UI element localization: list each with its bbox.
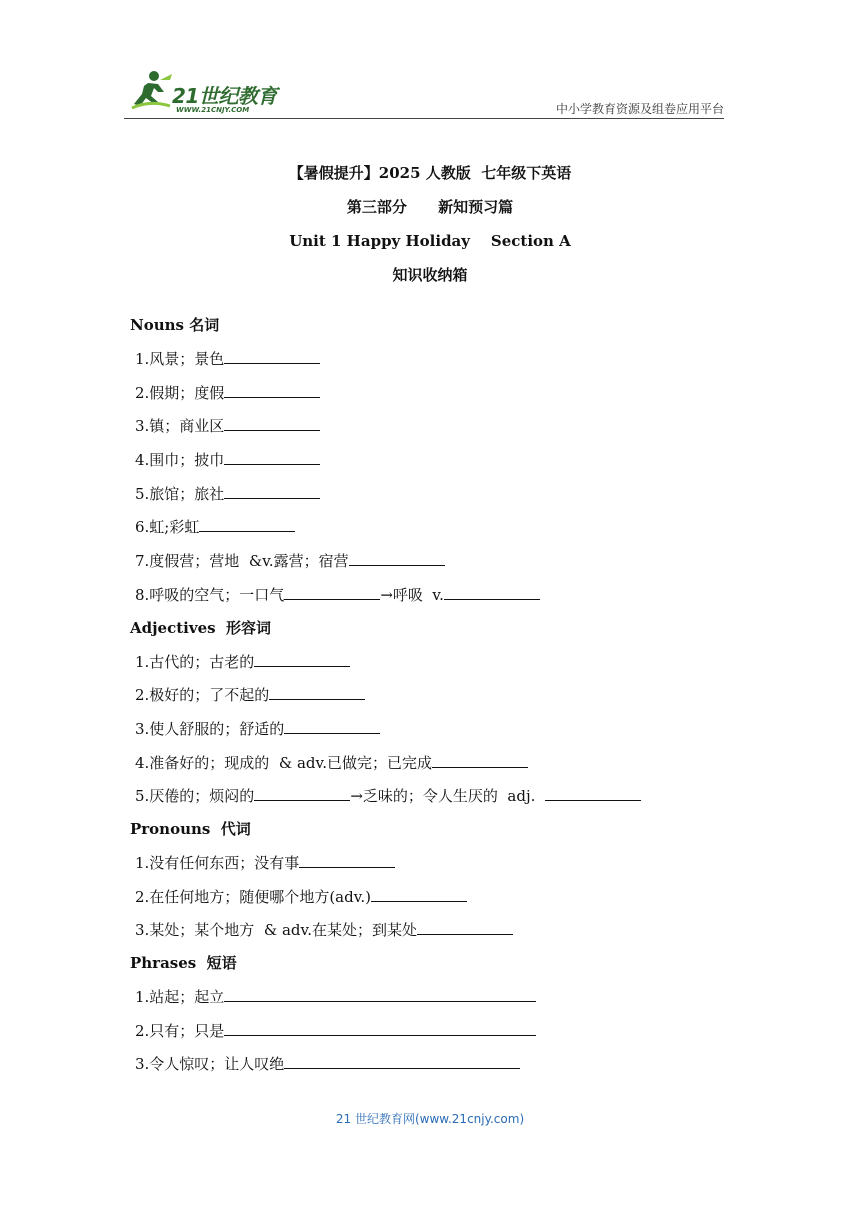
- answer-blank[interactable]: [224, 1017, 536, 1036]
- answer-blank[interactable]: [224, 480, 320, 499]
- item-text: 1.风景；景色: [135, 350, 225, 368]
- phrases-item: [130, 983, 750, 1017]
- item-text: 6.虹;彩虹: [135, 518, 200, 537]
- adjectives-item: [130, 715, 750, 749]
- item-text-2: →呼吸 v.: [380, 585, 444, 604]
- item-text: 4.准备好的；现成的 & adv.已做完；已完成: [135, 753, 432, 772]
- logo-text: 21世纪教育: [172, 84, 277, 108]
- answer-blank[interactable]: [417, 916, 513, 935]
- answer-blank[interactable]: [349, 547, 445, 566]
- item-text: 3.某处；某个地方 & adv.在某处；到某处: [135, 921, 417, 940]
- item-text: 2.假期；度假: [135, 383, 225, 402]
- nouns-item: [130, 345, 750, 379]
- item-text-2: →乏味的；令人生厌的 adj.: [350, 787, 545, 806]
- adjectives-item: [130, 749, 750, 783]
- pronouns-item: [130, 849, 750, 883]
- item-text: 1.没有任何东西；没有事: [135, 853, 300, 872]
- item-text: 2.极好的；了不起的: [135, 686, 270, 705]
- nouns-item: [130, 480, 750, 514]
- item-text: 2.在任何地方；随便哪个地方(adv.): [135, 887, 372, 906]
- item-text: 8.呼吸的空气；一口气: [135, 585, 285, 604]
- item-text: 5.旅馆；旅社: [135, 484, 225, 503]
- item-text: 4.围巾；披巾: [135, 451, 225, 470]
- answer-blank[interactable]: [432, 749, 528, 768]
- answer-blank[interactable]: [254, 648, 350, 667]
- box-title: 知识收纳箱: [392, 266, 468, 284]
- phrases-heading: Phrases 短语: [130, 954, 237, 972]
- item-text: 5.厌倦的；烦闷的: [135, 787, 255, 806]
- answer-blank[interactable]: [545, 782, 641, 801]
- item-text: 3.镇；商业区: [135, 417, 225, 436]
- header-divider: [124, 118, 724, 119]
- platform-name: 中小学教育资源及组卷应用平台: [555, 102, 724, 116]
- answer-blank[interactable]: [284, 1050, 520, 1069]
- item-text: 2.只有；只是: [135, 1021, 225, 1040]
- phrases-item: [130, 1017, 750, 1051]
- doc-title: 【暑假提升】2025 人教版 七年级下英语: [288, 164, 572, 182]
- nouns-item: [130, 581, 750, 615]
- answer-blank[interactable]: [284, 715, 380, 734]
- answer-blank[interactable]: [224, 379, 320, 398]
- answer-blank[interactable]: [371, 883, 467, 902]
- adjectives-item: [130, 782, 750, 816]
- worksheet-content: [130, 312, 750, 1084]
- answer-blank[interactable]: [284, 581, 380, 600]
- nouns-item: [130, 379, 750, 413]
- answer-blank[interactable]: [224, 983, 536, 1002]
- answer-blank[interactable]: [299, 849, 395, 868]
- pronouns-item: [130, 883, 750, 917]
- item-text: 1.古代的；古老的: [135, 652, 255, 671]
- nouns-item: [130, 547, 750, 581]
- runner-logo-icon: [124, 70, 174, 114]
- adjectives-heading: Adjectives 形容词: [130, 618, 272, 637]
- answer-blank[interactable]: [444, 581, 540, 600]
- part-title: 第三部分 新知预习篇: [346, 198, 514, 216]
- item-text: 1.站起；起立: [135, 988, 225, 1006]
- pronouns-heading: Pronouns 代词: [130, 819, 251, 838]
- unit-title: Unit 1 Happy Holiday Section A: [289, 232, 571, 250]
- nouns-item: [130, 412, 750, 446]
- phrases-item: [130, 1050, 750, 1084]
- adjectives-item: [130, 648, 750, 682]
- answer-blank[interactable]: [224, 345, 320, 364]
- nouns-heading: Nouns 名词: [130, 316, 220, 334]
- nouns-item: [130, 446, 750, 480]
- item-text: 7.度假营；营地 &v.露营；宿营: [135, 552, 349, 571]
- answer-blank[interactable]: [224, 446, 320, 465]
- title-block: [0, 160, 860, 296]
- answer-blank[interactable]: [254, 782, 350, 801]
- page-header: [124, 66, 724, 120]
- item-text: 3.使人舒服的；舒适的: [135, 719, 285, 738]
- logo-url: WWW.21CNJY.COM: [176, 106, 250, 114]
- pronouns-item: [130, 916, 750, 950]
- answer-blank[interactable]: [269, 681, 365, 700]
- item-text: 3.令人惊叹；让人叹绝: [135, 1055, 285, 1074]
- answer-blank[interactable]: [199, 513, 295, 532]
- nouns-item: [130, 513, 750, 547]
- answer-blank[interactable]: [224, 412, 320, 431]
- logo: [124, 70, 294, 114]
- adjectives-item: [130, 681, 750, 715]
- page-footer: 21 世纪教育网(www.21cnjy.com): [335, 1112, 525, 1126]
